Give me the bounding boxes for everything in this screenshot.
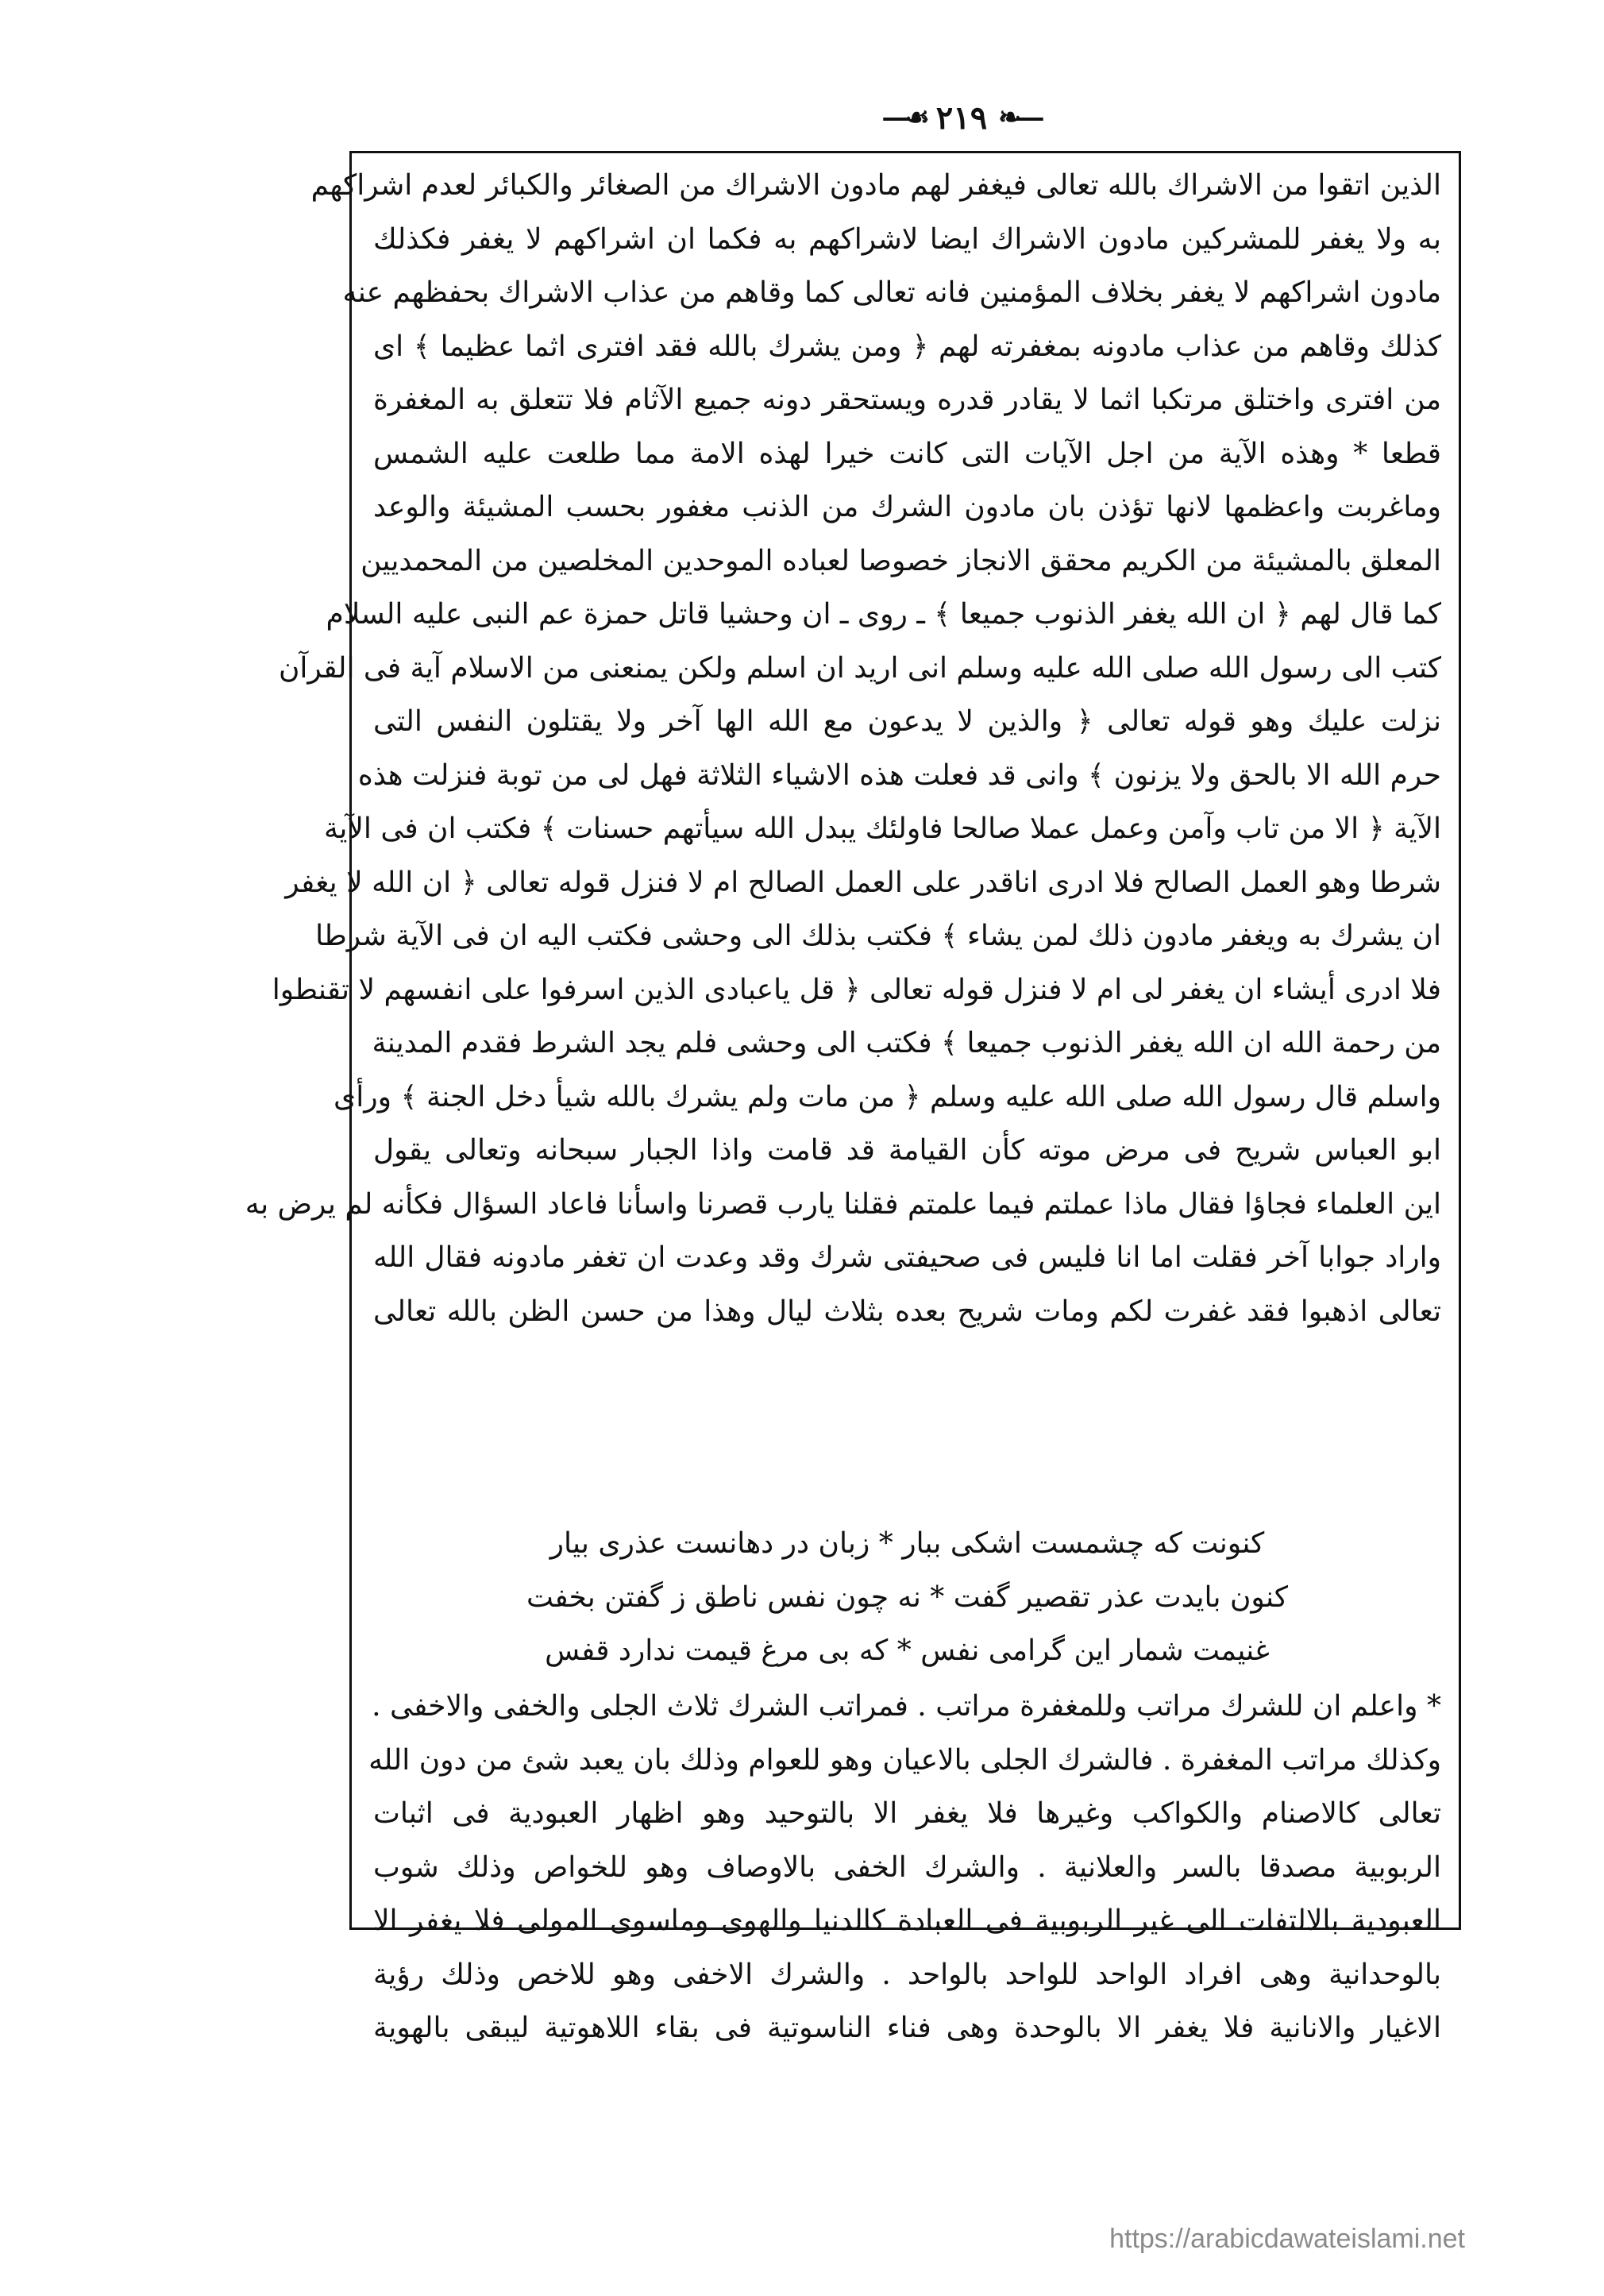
text-line: وكذلك مراتب المغفرة . فالشرك الجلى بالاعيان وهو للعوام وذلك بان يعبد شئ من دون الله <box>368 1743 1441 1777</box>
text-line: كذلك وقاهم من عذاب مادونه بمغفرته لهم ﴿ ومن يشرك بالله فقد افترى اثما عظيما ﴾ اى <box>373 330 1441 363</box>
text-line: فلا ادرى أيشاء ان يغفر لى ام لا فنزل قوله تعالى ﴿ قل ياعبادى الذين اسرفوا على انفسهم لا تقنطوا <box>272 973 1441 1006</box>
text-line: ابو العباس شريح فى مرض موته كأن القيامة قد قامت واذا الجبار سبحانه وتعالى يقول <box>373 1134 1441 1167</box>
text-line: قطعا * وهذه الآية من اجل الآيات التى كانت خيرا لهذه الامة مما طلعت عليه الشمس <box>373 437 1441 470</box>
ornament-left: ☙― <box>883 102 925 133</box>
text-line: وماغربت واعظمها لانها تؤذن بان مادون الشرك من الذنب مغفور بحسب المشيئة والوعد <box>373 491 1441 523</box>
poem <box>373 1517 1441 1678</box>
text-line: بالوحدانية وهى افراد الواحد للواحد بالواحد . والشرك الاخفى وهو للاخص وذلك رؤية <box>373 1958 1441 1991</box>
poem-verse: كنون بايدت عذر تقصير گفت * نه چون نفس ناطق ز گفتن بخفت <box>526 1580 1288 1614</box>
ornament-right: ―❧ <box>998 102 1039 133</box>
text-line: * واعلم ان للشرك مراتب وللمغفرة مراتب . فمراتب الشرك ثلاث الجلى والخفى والاخفى . <box>372 1690 1441 1723</box>
main-text-continued <box>368 1680 1441 2055</box>
text-line: اين العلماء فجاؤا فقال ماذا عملتم فيما علمتم فقلنا يارب قصرنا واسأنا فاعاد السؤال فكأنه لم يرض به <box>245 1187 1441 1221</box>
text-line: من رحمة الله ان الله يغفر الذنوب جميعا ﴾ فكتب الى وحشى فلم يجد الشرط فقدم المدينة <box>372 1027 1441 1059</box>
text-line: المعلق بالمشيئة من الكريم محقق الانجاز خصوصا لعباده الموحدين المخلصين من المحمديين <box>361 544 1441 577</box>
text-line: واراد جوابا آخر فقلت اما انا فليس فى صحيفتى شرك وقد وعدت ان تغفر مادونه فقال الله <box>373 1241 1441 1274</box>
text-line: العبودية بالالتفات الى غير الربوبية فى العبادة كالدنيا والهوى وماسوى المولى فلا يغفر الا <box>373 1904 1441 1937</box>
main-text <box>245 159 1441 1338</box>
text-line: نزلت عليك وهو قوله تعالى ﴿ والذين لا يدعون مع الله الها آخر ولا يقتلون النفس التى <box>373 705 1441 738</box>
poem-verse: غنيمت شمار اين گرامى نفس * كه بى مرغ قيمت ندارد قفس <box>545 1634 1270 1667</box>
text-line: الاغيار والانانية فلا يغفر الا بالوحدة وهى فناء الناسوتية فى بقاء اللاهوتية ليبقى بالهوية <box>373 2012 1441 2044</box>
text-line: من افترى واختلق مرتكبا اثما لا يقادر قدره ويستحقر دونه جميع الآثام فلا تتعلق به المغفرة <box>373 384 1441 416</box>
page-number-text: ٢١٩ <box>935 98 988 137</box>
text-line: كتب الى رسول الله صلى الله عليه وسلم انى اريد ان اسلم ولكن يمنعنى من الاسلام آية فى القرآن <box>278 651 1441 685</box>
text-line: الربوبية مصدقا بالسر والعلانية . والشرك الخفى بالاوصاف وهو للخواص وذلك شوب <box>373 1850 1441 1884</box>
text-line: مادون اشراكهم لا يغفر بخلاف المؤمنين فانه تعالى كما وقاهم من عذاب الاشراك بحفظهم عنه <box>342 276 1441 309</box>
text-line: ان يشرك به ويغفر مادون ذلك لمن يشاء ﴾ فكتب بذلك الى وحشى فكتب اليه ان فى الآية شرطا <box>315 920 1441 952</box>
text-line: واسلم قال رسول الله صلى الله عليه وسلم ﴿ من مات ولم يشرك بالله شيأ دخل الجنة ﴾ ورأى <box>334 1080 1441 1113</box>
page-number <box>858 94 1064 141</box>
text-line: تعالى كالاصنام والكواكب وغيرها فلا يغفر الا بالتوحيد وهو اظهار العبودية فى اثبات <box>373 1797 1441 1830</box>
text-line: كما قال لهم ﴿ ان الله يغفر الذنوب جميعا ﴾ ـ روى ـ ان وحشيا قاتل حمزة عم النبى عليه السلام <box>326 598 1441 631</box>
text-line: الذين اتقوا من الاشراك بالله تعالى فيغفر لهم مادون الاشراك من الصغائر والكبائر لعدم اشراكهم <box>310 169 1441 202</box>
poem-verse: كنونت كه چشمست اشكى ببار * زبان در دهانست عذرى بيار <box>549 1527 1265 1560</box>
text-line: شرطا وهو العمل الصالح فلا ادرى اناقدر على العمل الصالح ام لا فنزل قوله تعالى ﴿ ان الله لا يغفر <box>285 866 1441 899</box>
text-line: به ولا يغفر للمشركين مادون الاشراك ايضا لاشراكهم به فكما ان اشراكهم لا يغفر فكذلك <box>373 222 1441 256</box>
text-line: تعالى اذهبوا فقد غفرت لكم ومات شريح بعده بثلاث ليال وهذا من حسن الظن بالله تعالى <box>373 1295 1441 1328</box>
watermark-url: https://arabicdawateislami.net <box>1109 2224 1465 2254</box>
text-line: الآية ﴿ الا من تاب وآمن وعمل عملا صالحا فاولئك يبدل الله سيأتهم حسنات ﴾ فكتب ان فى الآية <box>324 812 1441 845</box>
text-line: حرم الله الا بالحق ولا يزنون ﴾ وانى قد فعلت هذه الاشياء الثلاثة فهل لى من توبة فنزلت هذه <box>357 758 1441 792</box>
